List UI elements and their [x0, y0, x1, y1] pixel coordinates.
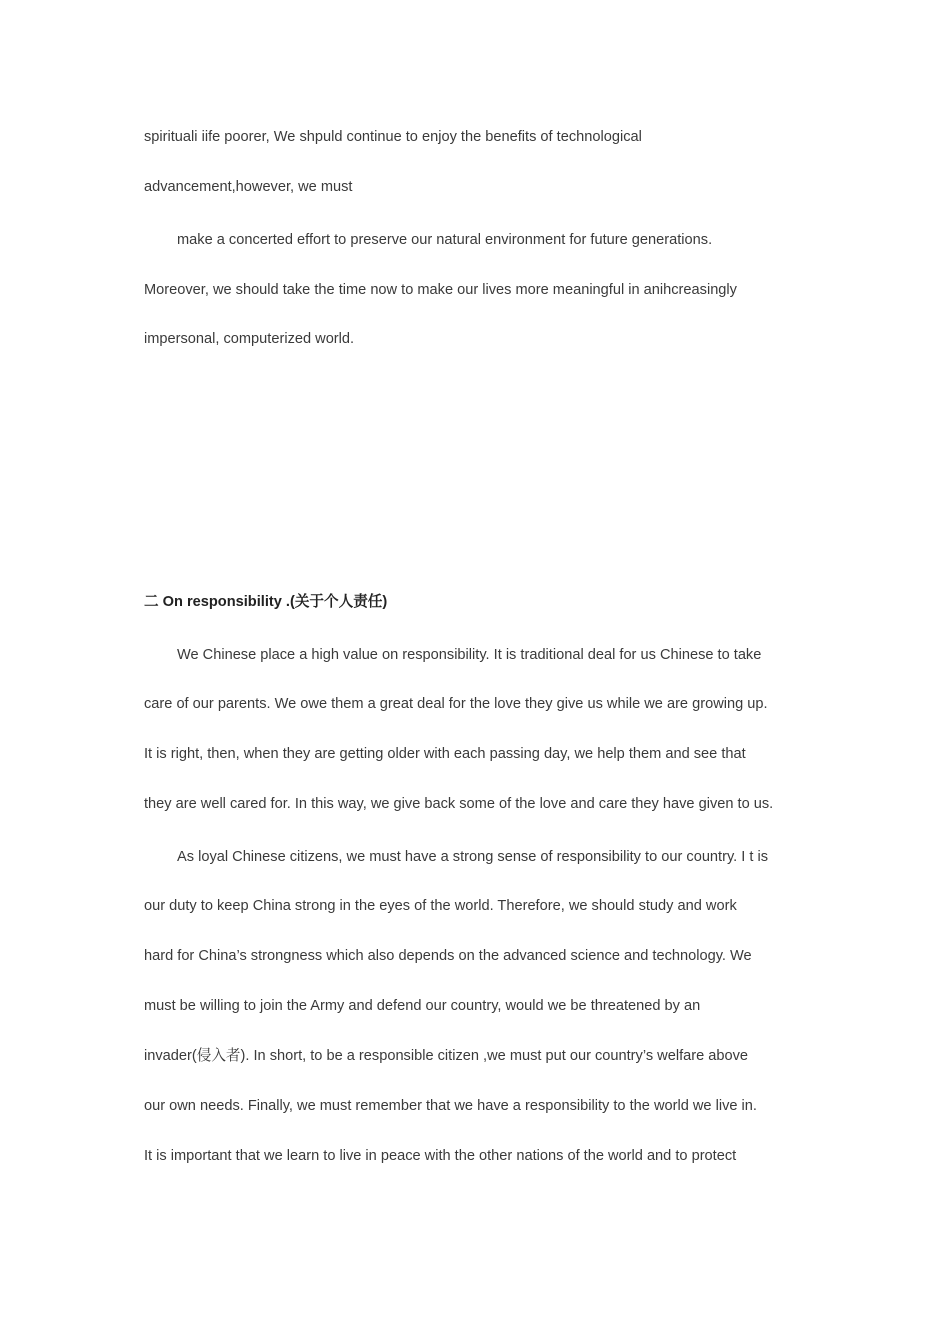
text-line: As loyal Chinese citizens, we must have a strong sense of responsibility to our country. I t is [177, 849, 769, 865]
text-line: must be willing to join the Army and defend our country, would we be threatened by an [144, 998, 701, 1014]
text-line: our own needs. Finally, we must remember that we have a responsibility to the world we live in. [144, 1098, 757, 1114]
text-line: hard for China’s strongness which also depends on the advanced science and technology. We [144, 948, 752, 964]
text-line: We Chinese place a high value on responsibility. It is traditional deal for us Chinese to take [177, 647, 762, 663]
text-line: make a concerted effort to preserve our natural environment for future generations. [177, 232, 713, 248]
text-line: they are well cared for. In this way, we give back some of the love and care they have given to us. [144, 796, 774, 812]
section-heading: 二 On responsibility .(关于个人责任) [144, 594, 388, 610]
text-line: spirituali iife poorer, We shpuld continue to enjoy the benefits of technological [144, 129, 642, 145]
text-line: our duty to keep China strong in the eyes of the world. Therefore, we should study and work [144, 898, 737, 914]
text-line: Moreover, we should take the time now to make our lives more meaningful in anihcreasingly [144, 282, 737, 298]
text-line: It is important that we learn to live in peace with the other nations of the world and to protect [144, 1148, 737, 1164]
text-line: advancement,however, we must [144, 179, 353, 195]
text-line: invader(侵入者). In short, to be a responsible citizen ,we must put our country’s welfare above [144, 1048, 749, 1064]
text-line: impersonal, computerized world. [144, 331, 355, 347]
text-line: It is right, then, when they are getting older with each passing day, we help them and see that [144, 746, 746, 762]
text-line: care of our parents. We owe them a great deal for the love they give us while we are growing up. [144, 696, 768, 712]
